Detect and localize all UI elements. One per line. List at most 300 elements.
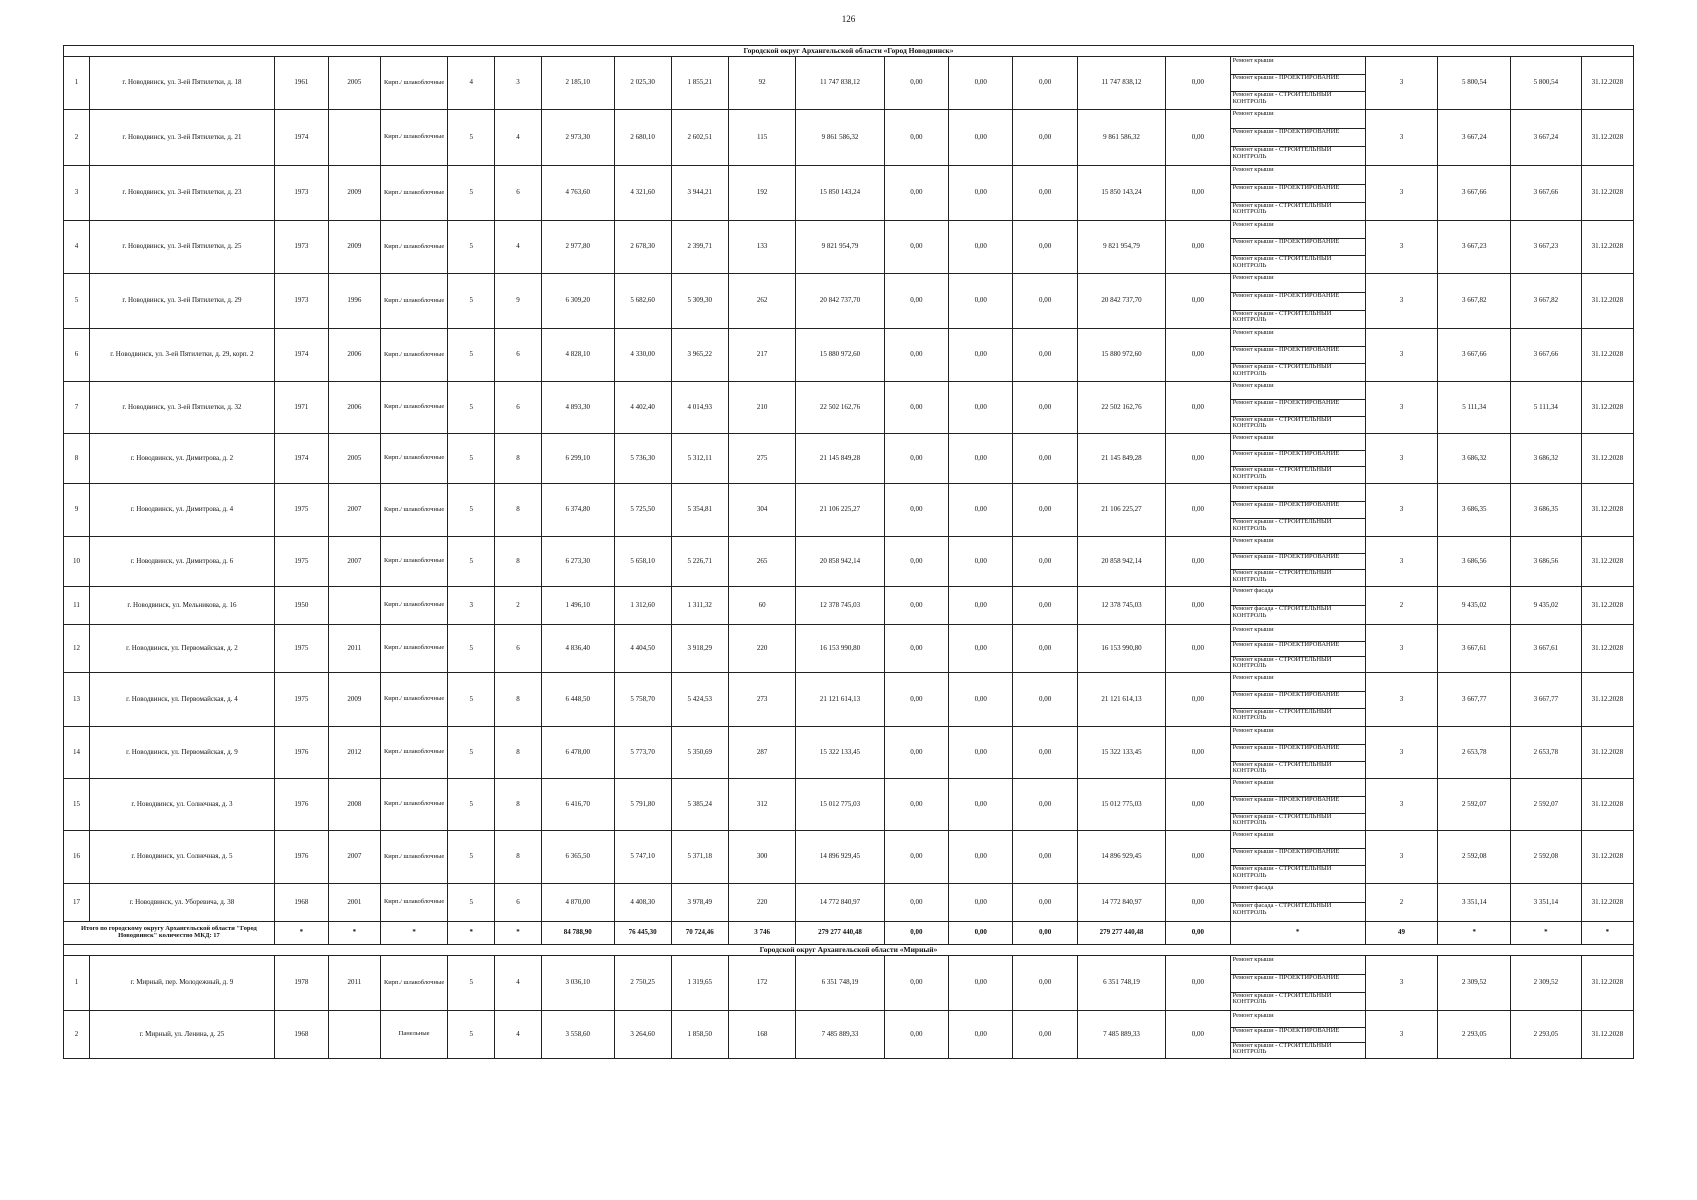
works-list-cell	[1230, 57, 1365, 110]
living-area-cell: 5 791,80	[614, 779, 671, 831]
unit-cost-cell: 9 435,02	[1438, 587, 1511, 625]
living-area-cell: 3 264,60	[614, 1011, 671, 1059]
build-year-cell: 1975	[274, 625, 328, 673]
owned-area-cell: 5 312,11	[671, 434, 728, 484]
total-area-cell: 6 299,10	[541, 434, 614, 484]
owners-cost-cell: 15 880 972,60	[1077, 329, 1165, 382]
total-cost-cell: 11 747 838,12	[796, 57, 884, 110]
table-row	[64, 57, 1634, 110]
work-item: Ремонт крыши - СТРОИТЕЛЬНЫЙ КОНТРОЛЬ	[1232, 256, 1332, 269]
living-area-cell: 4 321,60	[614, 166, 671, 221]
owners-cost-cell: 20 842 737,70	[1077, 274, 1165, 329]
other-cost-cell: 0,00	[1166, 382, 1230, 434]
table-row	[64, 484, 1634, 537]
address-cell: г. Новодвинск, ул. Уборевича, д. 38	[89, 884, 274, 922]
work-item: Ремонт крыши	[1231, 675, 1365, 692]
other-cost-cell: 0,00	[1166, 221, 1230, 274]
wall-material-cell: Кирп./ шлакоблочные	[380, 484, 448, 537]
regional-cost-cell: 0,00	[949, 831, 1013, 884]
fund-cost-cell: 0,00	[884, 625, 948, 673]
total-cost-cell: 7 485 889,33	[796, 1011, 884, 1059]
living-area-cell: 4 402,40	[614, 382, 671, 434]
address-cell: г. Новодвинск, ул. Димитрова, д. 6	[89, 537, 274, 587]
other-cost-cell: 0,00	[1166, 831, 1230, 884]
work-item: Ремонт крыши	[1231, 167, 1365, 185]
residents-cell: 192	[728, 166, 796, 221]
owned-area-cell: 1 311,32	[671, 587, 728, 625]
municipal-cost-cell: 0,00	[1013, 779, 1077, 831]
owned-area-cell: 2 602,51	[671, 110, 728, 166]
owned-area-cell: 3 918,29	[671, 625, 728, 673]
last-repair-year-cell: 2012	[328, 727, 380, 779]
table-row	[64, 587, 1634, 625]
owners-cost-cell: 21 106 225,27	[1077, 484, 1165, 537]
total-area-cell: 6 374,80	[541, 484, 614, 537]
works-list-cell	[1230, 1011, 1365, 1059]
deadline-cell: 31.12.2028	[1581, 779, 1633, 831]
work-item: Ремонт крыши - ПРОЕКТИРОВАНИЕ	[1231, 502, 1365, 519]
wall-material-cell: Кирп./ шлакоблочные	[380, 831, 448, 884]
work-item: Ремонт фасада	[1231, 588, 1365, 606]
build-year-cell: 1973	[274, 274, 328, 329]
max-unit-cost-cell: 2 592,07	[1511, 779, 1582, 831]
table-row	[64, 673, 1634, 727]
max-unit-cost-cell: 3 667,77	[1511, 673, 1582, 727]
section-header-row	[64, 945, 1634, 956]
municipal-cost-cell: 0,00	[1013, 884, 1077, 922]
table-row	[64, 434, 1634, 484]
wall-material-cell: Кирп./ шлакоблочные	[380, 625, 448, 673]
fund-cost-cell: 0,00	[884, 110, 948, 166]
work-item: Ремонт крыши	[1231, 435, 1365, 451]
wall-material-cell: Кирп./ шлакоблочные	[380, 221, 448, 274]
regional-cost-cell: 0,00	[949, 673, 1013, 727]
works-count-cell: 3	[1365, 484, 1438, 537]
works-list-cell	[1230, 727, 1365, 779]
wall-material-cell: Кирп./ шлакоблочные	[380, 329, 448, 382]
entrances-cell: 8	[495, 779, 542, 831]
regional-cost-cell: 0,00	[949, 434, 1013, 484]
owners-cost-cell: 11 747 838,12	[1077, 57, 1165, 110]
unit-cost-cell: 3 667,24	[1438, 110, 1511, 166]
owners-cost-cell: 21 145 849,28	[1077, 434, 1165, 484]
municipal-cost-cell: 0,00	[1013, 587, 1077, 625]
works-list-cell	[1230, 587, 1365, 625]
deadline-cell: 31.12.2028	[1581, 956, 1633, 1011]
work-item: Ремонт крыши - ПРОЕКТИРОВАНИЕ	[1231, 554, 1365, 570]
work-item: Ремонт крыши	[1231, 330, 1365, 347]
entrances-cell: 4	[495, 1011, 542, 1059]
build-year-cell: 1975	[274, 673, 328, 727]
address-cell: г. Новодвинск, ул. Солнечная, д. 3	[89, 779, 274, 831]
residents-cell: 115	[728, 110, 796, 166]
residents-cell: 312	[728, 779, 796, 831]
total-area-cell: 3 558,60	[541, 1011, 614, 1059]
row-number: 9	[64, 484, 90, 537]
floors-cell: 5	[448, 329, 495, 382]
row-number: 16	[64, 831, 90, 884]
row-number: 6	[64, 329, 90, 382]
owned-area-cell: 5 385,24	[671, 779, 728, 831]
municipal-cost-cell: 0,00	[1013, 221, 1077, 274]
entrances-cell: 6	[495, 382, 542, 434]
regional-cost-cell: 0,00	[949, 221, 1013, 274]
work-item: Ремонт крыши - СТРОИТЕЛЬНЫЙ КОНТРОЛЬ	[1232, 147, 1332, 160]
build-year-cell: 1978	[274, 956, 328, 1011]
fund-cost-cell: 0,00	[884, 166, 948, 221]
floors-cell: 5	[448, 221, 495, 274]
wall-material-cell: Кирп./ шлакоблочные	[380, 537, 448, 587]
total-residents-cell: 3 746	[728, 922, 796, 945]
work-item: Ремонт крыши - ПРОЕКТИРОВАНИЕ	[1231, 797, 1365, 814]
total-total-area-cell: 84 788,90	[541, 922, 614, 945]
total-cost-cell: 15 880 972,60	[796, 329, 884, 382]
owned-area-cell: 5 354,81	[671, 484, 728, 537]
total-cost-cell: 15 850 143,24	[796, 166, 884, 221]
unit-cost-cell: 2 309,52	[1438, 956, 1511, 1011]
last-repair-year-cell: 2005	[328, 434, 380, 484]
row-number: 12	[64, 625, 90, 673]
row-number: 14	[64, 727, 90, 779]
entrances-cell: 6	[495, 625, 542, 673]
build-year-cell: 1968	[274, 884, 328, 922]
works-count-cell: 3	[1365, 110, 1438, 166]
floors-cell: 5	[448, 727, 495, 779]
total-area-cell: 2 185,10	[541, 57, 614, 110]
deadline-cell: 31.12.2028	[1581, 221, 1633, 274]
work-item: Ремонт крыши - ПРОЕКТИРОВАНИЕ	[1231, 692, 1365, 709]
deadline-cell: 31.12.2028	[1581, 484, 1633, 537]
wall-material-cell: Кирп./ шлакоблочные	[380, 166, 448, 221]
last-repair-year-cell: 2005	[328, 57, 380, 110]
address-cell: г. Новодвинск, ул. 3-ей Пятилетки, д. 23	[89, 166, 274, 221]
total-cost-cell: 14 896 929,45	[796, 831, 884, 884]
entrances-cell: 6	[495, 166, 542, 221]
work-item: Ремонт фасада - СТРОИТЕЛЬНЫЙ КОНТРОЛЬ	[1232, 903, 1332, 916]
last-repair-year-cell: 2007	[328, 831, 380, 884]
works-list-cell	[1230, 166, 1365, 221]
last-repair-year-cell: 2011	[328, 956, 380, 1011]
build-year-cell: 1976	[274, 727, 328, 779]
entrances-cell: 8	[495, 434, 542, 484]
last-repair-year-cell: 2009	[328, 673, 380, 727]
work-item: Ремонт крыши	[1231, 222, 1365, 239]
wall-material-cell: Кирп./ шлакоблочные	[380, 884, 448, 922]
last-repair-year-cell: 2001	[328, 884, 380, 922]
max-unit-cost-cell: 5 800,54	[1511, 57, 1582, 110]
total-cost-cell: 21 145 849,28	[796, 434, 884, 484]
build-year-cell: 1973	[274, 166, 328, 221]
total-owned-area-cell: 70 724,46	[671, 922, 728, 945]
work-item: Ремонт крыши - СТРОИТЕЛЬНЫЙ КОНТРОЛЬ	[1232, 1042, 1332, 1056]
owners-cost-cell: 15 850 143,24	[1077, 166, 1165, 221]
fund-cost-cell: 0,00	[884, 956, 948, 1011]
total-municipal-cost-cell: 0,00	[1013, 922, 1077, 945]
total-works-count-cell: 49	[1365, 922, 1438, 945]
max-unit-cost-cell: 3 686,32	[1511, 434, 1582, 484]
residents-cell: 265	[728, 537, 796, 587]
total-area-cell: 4 828,10	[541, 329, 614, 382]
living-area-cell: 5 773,70	[614, 727, 671, 779]
total-cost-cell: 12 378 745,03	[796, 587, 884, 625]
works-list-cell	[1230, 221, 1365, 274]
last-repair-year-cell: 2007	[328, 484, 380, 537]
max-unit-cost-cell: 9 435,02	[1511, 587, 1582, 625]
build-year-cell: 1950	[274, 587, 328, 625]
residents-cell: 172	[728, 956, 796, 1011]
works-count-cell: 3	[1365, 779, 1438, 831]
entrances-cell: 8	[495, 727, 542, 779]
row-number: 10	[64, 537, 90, 587]
floors-cell: 5	[448, 1011, 495, 1059]
fund-cost-cell: 0,00	[884, 382, 948, 434]
work-item: Ремонт фасада - СТРОИТЕЛЬНЫЙ КОНТРОЛЬ	[1232, 606, 1332, 619]
wall-material-cell: Кирп./ шлакоблочные	[380, 57, 448, 110]
floors-cell: 5	[448, 274, 495, 329]
total-works-cell: *	[1230, 922, 1365, 945]
residents-cell: 304	[728, 484, 796, 537]
deadline-cell: 31.12.2028	[1581, 166, 1633, 221]
total-label: Итого по городскому округу Архангельской области "Город Новодвинск" количество МКД: 17	[64, 922, 275, 945]
regional-cost-cell: 0,00	[949, 884, 1013, 922]
fund-cost-cell: 0,00	[884, 329, 948, 382]
last-repair-year-cell	[328, 587, 380, 625]
entrances-cell: 8	[495, 673, 542, 727]
owners-cost-cell: 15 322 133,45	[1077, 727, 1165, 779]
regional-cost-cell: 0,00	[949, 274, 1013, 329]
living-area-cell: 2 025,30	[614, 57, 671, 110]
living-area-cell: 1 312,60	[614, 587, 671, 625]
max-unit-cost-cell: 3 686,35	[1511, 484, 1582, 537]
fund-cost-cell: 0,00	[884, 434, 948, 484]
work-item: Ремонт крыши	[1231, 1013, 1365, 1028]
works-list-cell	[1230, 382, 1365, 434]
works-count-cell: 3	[1365, 221, 1438, 274]
total-area-cell: 6 365,50	[541, 831, 614, 884]
build-year-cell: 1975	[274, 537, 328, 587]
wall-material-cell: Кирп./ шлакоблочные	[380, 587, 448, 625]
unit-cost-cell: 3 667,82	[1438, 274, 1511, 329]
regional-cost-cell: 0,00	[949, 1011, 1013, 1059]
build-year-cell: 1974	[274, 329, 328, 382]
max-unit-cost-cell: 3 686,56	[1511, 537, 1582, 587]
owners-cost-cell: 7 485 889,33	[1077, 1011, 1165, 1059]
total-area-cell: 6 478,00	[541, 727, 614, 779]
other-cost-cell: 0,00	[1166, 673, 1230, 727]
regional-cost-cell: 0,00	[949, 110, 1013, 166]
works-list-cell	[1230, 537, 1365, 587]
residents-cell: 300	[728, 831, 796, 884]
unit-cost-cell: 3 667,66	[1438, 166, 1511, 221]
owned-area-cell: 5 371,18	[671, 831, 728, 884]
section-title: Городской округ Архангельской области «Город Новодвинск»	[64, 46, 1634, 57]
total-cost-cell: 22 502 162,76	[796, 382, 884, 434]
work-item: Ремонт крыши	[1231, 111, 1365, 129]
max-unit-cost-cell: 3 667,24	[1511, 110, 1582, 166]
work-item: Ремонт крыши - ПРОЕКТИРОВАНИЕ	[1231, 451, 1365, 467]
residents-cell: 60	[728, 587, 796, 625]
municipal-cost-cell: 0,00	[1013, 625, 1077, 673]
other-cost-cell: 0,00	[1166, 166, 1230, 221]
unit-cost-cell: 5 800,54	[1438, 57, 1511, 110]
row-number: 3	[64, 166, 90, 221]
residents-cell: 262	[728, 274, 796, 329]
floors-cell: 5	[448, 537, 495, 587]
deadline-cell: 31.12.2028	[1581, 382, 1633, 434]
total-area-cell: 4 763,60	[541, 166, 614, 221]
address-cell: г. Мирный, ул. Ленина, д. 25	[89, 1011, 274, 1059]
floors-cell: 5	[448, 673, 495, 727]
entrances-cell: 8	[495, 484, 542, 537]
other-cost-cell: 0,00	[1166, 587, 1230, 625]
owned-area-cell: 3 965,22	[671, 329, 728, 382]
deadline-cell: 31.12.2028	[1581, 537, 1633, 587]
work-item: Ремонт крыши	[1231, 957, 1365, 975]
last-repair-year-cell	[328, 110, 380, 166]
regional-cost-cell: 0,00	[949, 166, 1013, 221]
other-cost-cell: 0,00	[1166, 434, 1230, 484]
wall-material-cell: Кирп./ шлакоблочные	[380, 274, 448, 329]
residents-cell: 220	[728, 884, 796, 922]
fund-cost-cell: 0,00	[884, 779, 948, 831]
deadline-cell: 31.12.2028	[1581, 727, 1633, 779]
living-area-cell: 2 750,25	[614, 956, 671, 1011]
table-row	[64, 221, 1634, 274]
total-area-cell: 4 893,30	[541, 382, 614, 434]
max-unit-cost-cell: 3 667,66	[1511, 166, 1582, 221]
address-cell: г. Новодвинск, ул. Первомайская, д. 4	[89, 673, 274, 727]
total-unit-cost-cell: *	[1438, 922, 1511, 945]
work-item: Ремонт крыши	[1231, 538, 1365, 554]
row-number: 15	[64, 779, 90, 831]
fund-cost-cell: 0,00	[884, 537, 948, 587]
other-cost-cell: 0,00	[1166, 274, 1230, 329]
owners-cost-cell: 20 858 942,14	[1077, 537, 1165, 587]
municipal-cost-cell: 0,00	[1013, 110, 1077, 166]
municipal-cost-cell: 0,00	[1013, 484, 1077, 537]
build-year-cell: 1973	[274, 221, 328, 274]
work-item: Ремонт крыши - СТРОИТЕЛЬНЫЙ КОНТРОЛЬ	[1232, 992, 1332, 1006]
regional-cost-cell: 0,00	[949, 779, 1013, 831]
deadline-cell: 31.12.2028	[1581, 434, 1633, 484]
address-cell: г. Новодвинск, ул. 3-ей Пятилетки, д. 21	[89, 110, 274, 166]
work-item: Ремонт крыши - СТРОИТЕЛЬНЫЙ КОНТРОЛЬ	[1232, 364, 1332, 377]
unit-cost-cell: 3 686,56	[1438, 537, 1511, 587]
work-item: Ремонт крыши	[1231, 780, 1365, 797]
deadline-cell: 31.12.2028	[1581, 587, 1633, 625]
municipal-cost-cell: 0,00	[1013, 1011, 1077, 1059]
total-row	[64, 922, 1634, 945]
municipal-cost-cell: 0,00	[1013, 274, 1077, 329]
municipal-cost-cell: 0,00	[1013, 831, 1077, 884]
work-item: Ремонт крыши - СТРОИТЕЛЬНЫЙ КОНТРОЛЬ	[1232, 310, 1332, 324]
address-cell: г. Новодвинск, ул. Димитрова, д. 2	[89, 434, 274, 484]
build-year-cell: 1968	[274, 1011, 328, 1059]
max-unit-cost-cell: 5 111,34	[1511, 382, 1582, 434]
table-row	[64, 625, 1634, 673]
work-item: Ремонт крыши - ПРОЕКТИРОВАНИЕ	[1231, 185, 1365, 203]
living-area-cell: 4 408,30	[614, 884, 671, 922]
other-cost-cell: 0,00	[1166, 484, 1230, 537]
works-count-cell: 3	[1365, 1011, 1438, 1059]
total-cost-cell: 21 121 614,13	[796, 673, 884, 727]
last-repair-year-cell: 2007	[328, 537, 380, 587]
living-area-cell: 5 658,10	[614, 537, 671, 587]
works-count-cell: 3	[1365, 831, 1438, 884]
row-number: 4	[64, 221, 90, 274]
total-other-cost-cell: 0,00	[1166, 922, 1230, 945]
total-cost-cell: 21 106 225,27	[796, 484, 884, 537]
max-unit-cost-cell: 2 309,52	[1511, 956, 1582, 1011]
unit-cost-cell: 3 667,61	[1438, 625, 1511, 673]
other-cost-cell: 0,00	[1166, 884, 1230, 922]
max-unit-cost-cell: 2 653,78	[1511, 727, 1582, 779]
regional-cost-cell: 0,00	[949, 587, 1013, 625]
total-cost-cell: 15 012 775,03	[796, 779, 884, 831]
works-count-cell: 3	[1365, 727, 1438, 779]
municipal-cost-cell: 0,00	[1013, 727, 1077, 779]
address-cell: г. Новодвинск, ул. 3-ей Пятилетки, д. 32	[89, 382, 274, 434]
address-cell: г. Новодвинск, ул. 3-ей Пятилетки, д. 29	[89, 274, 274, 329]
total-cost-cell: 20 858 942,14	[796, 537, 884, 587]
floors-cell: 5	[448, 434, 495, 484]
build-year-cell: 1971	[274, 382, 328, 434]
owners-cost-cell: 12 378 745,03	[1077, 587, 1165, 625]
owners-cost-cell: 9 821 954,79	[1077, 221, 1165, 274]
work-item: Ремонт крыши - ПРОЕКТИРОВАНИЕ	[1231, 849, 1365, 866]
works-count-cell: 3	[1365, 57, 1438, 110]
unit-cost-cell: 2 592,08	[1438, 831, 1511, 884]
last-repair-year-cell: 2009	[328, 221, 380, 274]
fund-cost-cell: 0,00	[884, 587, 948, 625]
fund-cost-cell: 0,00	[884, 274, 948, 329]
work-item: Ремонт крыши - ПРОЕКТИРОВАНИЕ	[1231, 129, 1365, 147]
floors-cell: 5	[448, 779, 495, 831]
entrances-cell: 4	[495, 110, 542, 166]
regional-cost-cell: 0,00	[949, 956, 1013, 1011]
total-entrances-cell: *	[495, 922, 542, 945]
total-owners-cost-cell: 279 277 440,48	[1077, 922, 1165, 945]
repair-register-table	[63, 45, 1634, 1059]
row-number: 17	[64, 884, 90, 922]
living-area-cell: 4 404,50	[614, 625, 671, 673]
build-year-cell: 1975	[274, 484, 328, 537]
works-count-cell: 3	[1365, 673, 1438, 727]
entrances-cell: 3	[495, 57, 542, 110]
floors-cell: 4	[448, 57, 495, 110]
entrances-cell: 6	[495, 884, 542, 922]
regional-cost-cell: 0,00	[949, 382, 1013, 434]
work-item: Ремонт фасада	[1231, 885, 1365, 903]
address-cell: г. Новодвинск, ул. Первомайская, д. 2	[89, 625, 274, 673]
living-area-cell: 5 758,70	[614, 673, 671, 727]
address-cell: г. Мирный, пер. Молодежный, д. 9	[89, 956, 274, 1011]
wall-material-cell: Кирп./ шлакоблочные	[380, 779, 448, 831]
address-cell: г. Новодвинск, ул. 3-ей Пятилетки, д. 18	[89, 57, 274, 110]
owned-area-cell: 1 855,21	[671, 57, 728, 110]
entrances-cell: 9	[495, 274, 542, 329]
work-item: Ремонт крыши	[1231, 58, 1365, 75]
floors-cell: 5	[448, 956, 495, 1011]
last-repair-year-cell	[328, 1011, 380, 1059]
total-regional-cost-cell: 0,00	[949, 922, 1013, 945]
owners-cost-cell: 15 012 775,03	[1077, 779, 1165, 831]
row-number: 8	[64, 434, 90, 484]
other-cost-cell: 0,00	[1166, 956, 1230, 1011]
table-row	[64, 110, 1634, 166]
work-item: Ремонт крыши - СТРОИТЕЛЬНЫЙ КОНТРОЛЬ	[1232, 416, 1332, 430]
fund-cost-cell: 0,00	[884, 673, 948, 727]
